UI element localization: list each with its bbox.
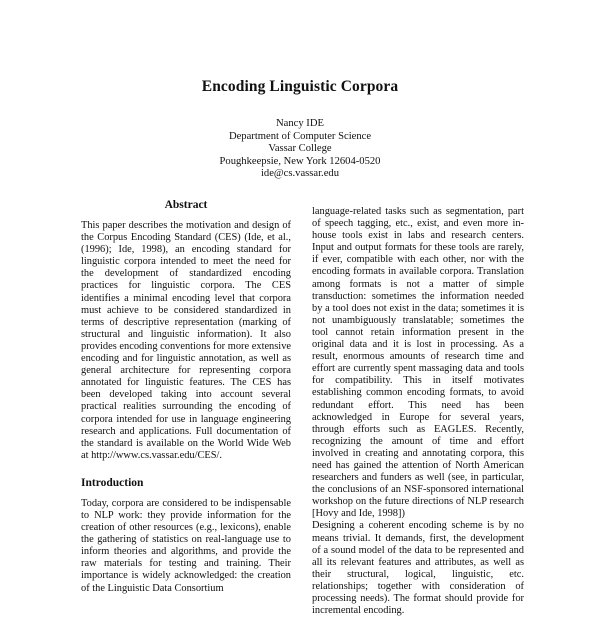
paper-title: Encoding Linguistic Corpora	[201, 78, 399, 95]
author-address: Poughkeepsie, New York 12604-0520	[219, 155, 381, 167]
right-paragraph-1: language-related tasks such as segmentation, part of speech tagging, etc., exist, and even more in-house tools exist in labs and research centers. Input and output formats for these tools are rarely, if ever, compatible with each other, nor with the encoding formats in available corpora. Translation among formats is not a matter of simple transduction: sometimes the information needed by a tool does not exist in the data; sometimes it is not unambiguously translatable; sometimes the tool cannot retain information present in the original data and it is lost in processing. As a result, enormous amounts of research time and effort are currently spent massaging data and tools for compatibility. This in itself motivates establishing common encoding formats, to avoid redundant effort. This need has been acknowledged in Europe for several years, through efforts such as EAGLES. Recently, recognizing the amount of time and effort involved in creating and annotating corpora, this need has gained the attention of North American researchers and funders as well (see, in particular, the conclusions of an NSF-sponsored international workshop on the future directions of NLP research [Hovy and Ide, 1998])	[312, 206, 524, 520]
author-department: Department of Computer Science	[228, 130, 372, 142]
author-email: ide@cs.vassar.edu	[260, 168, 339, 180]
abstract-text: This paper describes the motivation and design of the Corpus Encoding Standard (CES) (Ide, et al., (1996); Ide, 1998), an encoding standard for linguistic corpora intended to meet the need for the development of standardized encoding practices for linguistic corpora. The CES identifies a minimal encoding level that corpora must achieve to be considered standardized in terms of descriptive representation (marking of structural and linguistic information). It also provides encoding conventions for more extensive encoding and for linguistic annotation, as well as general architecture for representing corpora annotated for linguistic features. The CES has been developed taking into account several practical realities surrounding the encoding of corpora intended for use in language engineering research and applications. Full documentation of the standard is available on the World Wide Web at http://www.cs.vassar.edu/CES/.	[81, 220, 291, 461]
author-block	[0, 118, 600, 181]
right-column	[312, 206, 524, 617]
left-column	[81, 199, 291, 595]
abstract-heading: Abstract	[164, 199, 208, 211]
introduction-heading: Introduction	[81, 476, 144, 489]
right-paragraph-2: Designing a coherent encoding scheme is by no means trivial. It demands, first, the development of a sound model of the data to be represented and all its relevant features and attributes, as well as their structural, logical, linguistic, etc. relationships; together with consideration of processing needs). The format should provide for incremental encoding.	[312, 520, 524, 617]
author-name: Nancy IDE	[276, 118, 324, 129]
author-institution: Vassar College	[268, 143, 332, 155]
introduction-text: Today, corpora are considered to be indispensable to NLP work: they provide information for the creation of other resources (e.g., lexicons), enable the gathering of statistics on real-language use to inform theories and algorithms, and provide the raw materials for testing and training. Their importance is widely acknowledged: the creation of the Linguistic Data Consortium	[81, 497, 291, 594]
